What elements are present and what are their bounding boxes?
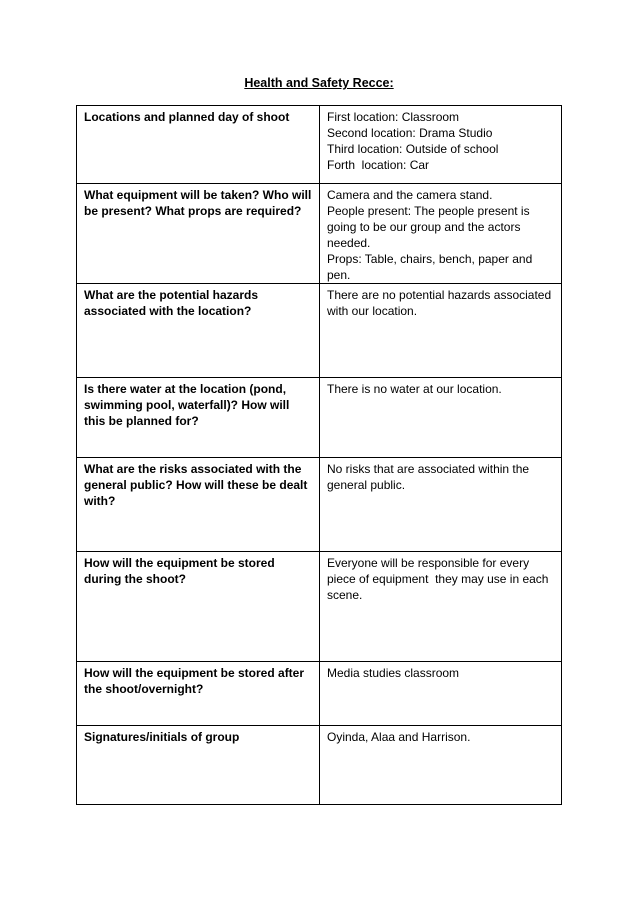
table-row xyxy=(77,458,562,552)
answer-line: Media studies classroom xyxy=(327,666,460,680)
table-row xyxy=(77,184,562,284)
recce-table xyxy=(76,105,562,805)
table-row xyxy=(77,552,562,662)
answer-cell xyxy=(320,284,562,378)
answer-cell xyxy=(320,726,562,805)
answer-line: Camera and the camera stand. xyxy=(327,188,493,202)
document-title: Health and Safety Recce: xyxy=(244,76,394,90)
answer-line: People present: The people present is going to be our group and the actors needed. xyxy=(327,204,533,250)
answer-line: There are no potential hazards associated with our location. xyxy=(327,288,555,318)
answer-line: There is no water at our location. xyxy=(327,382,502,396)
table-row xyxy=(77,284,562,378)
answer-line: Everyone will be responsible for every piece of equipment they may use in each scene. xyxy=(327,556,552,602)
question-cell: How will the equipment be stored during the shoot? xyxy=(77,552,320,662)
question-cell: How will the equipment be stored after the shoot/overnight? xyxy=(77,662,320,726)
question-cell: Is there water at the location (pond, swimming pool, waterfall)? How will this be planned for? xyxy=(77,378,320,458)
answer-cell xyxy=(320,458,562,552)
answer-line: Props: Table, chairs, bench, paper and pen. xyxy=(327,252,536,282)
answer-cell xyxy=(320,106,562,184)
answer-line: Second location: Drama Studio xyxy=(327,126,493,140)
answer-line: Oyinda, Alaa and Harrison. xyxy=(327,730,471,744)
answer-line: Third location: Outside of school xyxy=(327,142,499,156)
question-cell: Signatures/initials of group xyxy=(77,726,320,805)
answer-line: No risks that are associated within the general public. xyxy=(327,462,533,492)
answer-line: Forth location: Car xyxy=(327,158,430,172)
table-row xyxy=(77,726,562,805)
table-row xyxy=(77,106,562,184)
answer-cell xyxy=(320,662,562,726)
question-cell: What equipment will be taken? Who will be present? What props are required? xyxy=(77,184,320,284)
table-row xyxy=(77,662,562,726)
answer-cell xyxy=(320,184,562,284)
question-cell: What are the potential hazards associated with the location? xyxy=(77,284,320,378)
table-row xyxy=(77,378,562,458)
question-cell: What are the risks associated with the general public? How will these be dealt with? xyxy=(77,458,320,552)
answer-line: First location: Classroom xyxy=(327,110,460,124)
answer-cell xyxy=(320,552,562,662)
answer-cell xyxy=(320,378,562,458)
question-cell: Locations and planned day of shoot xyxy=(77,106,320,184)
